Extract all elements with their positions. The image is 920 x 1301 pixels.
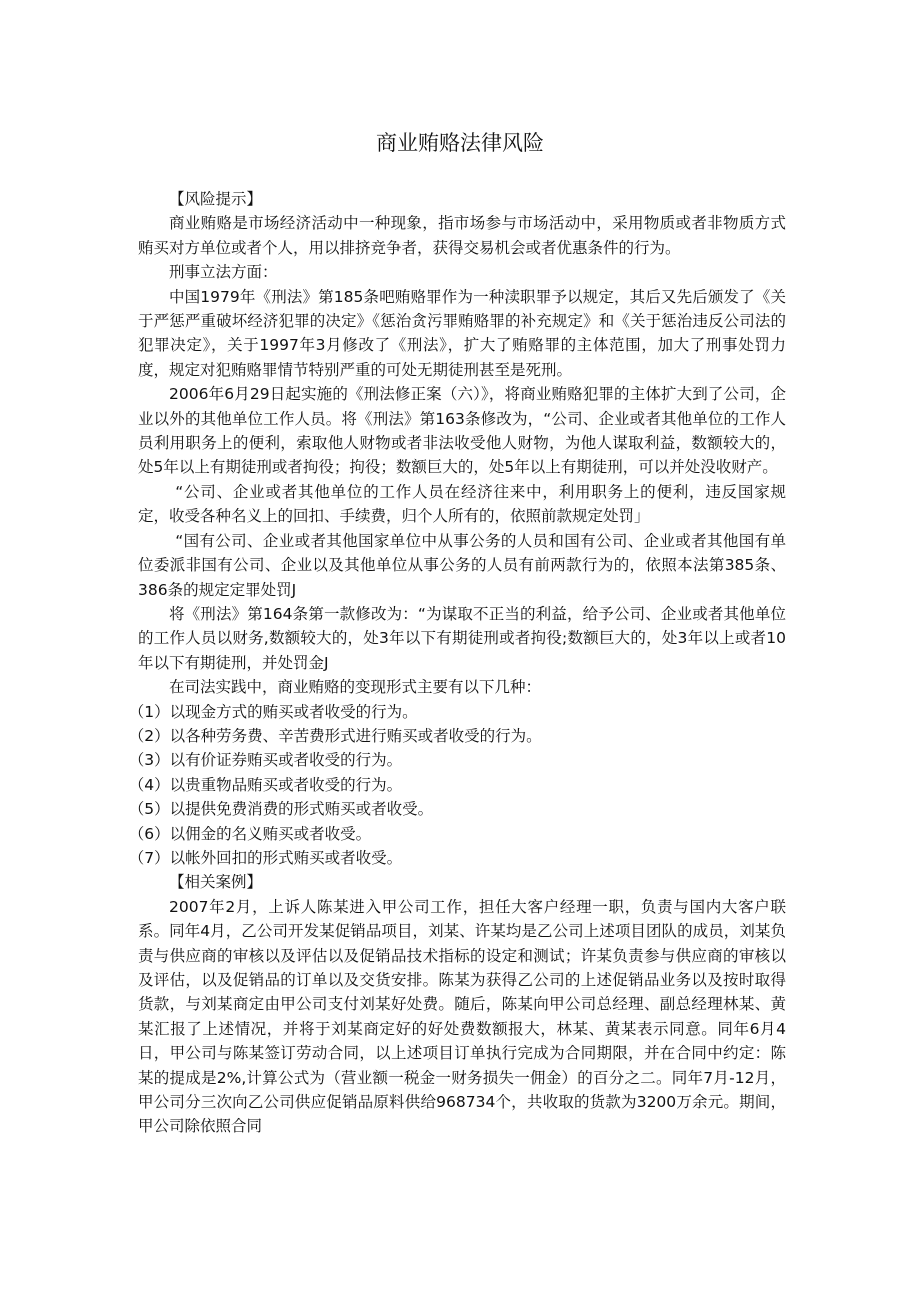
list-item: （2）以各种劳务费、辛苦费形式进行贿买或者收受的行为。: [128, 726, 542, 745]
document-body: [128, 187, 786, 1139]
list-item: （1）以现金方式的贿买或者收受的行为。: [128, 702, 418, 721]
paragraph-quote-state-owned: “国有公司、企业或者其他国家单位中从事公务的人员和国有公司、企业或者其他国有单位委派非国有公司、企业以及其他单位从事公务的人员有前两款行为的，依照本法第385条、386条的规定定罪处罚J: [138, 531, 786, 599]
paragraph-definition: 商业贿赂是市场经济活动中一种现象，指市场参与市场活动中，采用物质或者非物质方式贿买对方单位或者个人，用以排挤竞争者，获得交易机会或者优惠条件的行为。: [138, 214, 786, 257]
paragraph-criminal-legislation: 刑事立法方面：: [169, 263, 278, 282]
paragraph-judicial-practice: 在司法实践中，商业贿赂的变现形式主要有以下几种：: [169, 678, 542, 697]
section-heading-risk: 【风险提示】: [169, 190, 263, 208]
document-title: 商业贿赂法律风险: [376, 131, 544, 155]
paragraph-article-164: 将《刑法》第164条第一款修改为：“为谋取不正当的利益，给予公司、企业或者其他单位的工作人员以财务,数额较大的，处3年以下有期徒刑或者拘役;数额巨大的，处3年以上或者10年以下有期徒刑，并处罚金J: [138, 604, 786, 672]
list-item: （7）以帐外回扣的形式贿买或者收受。: [128, 848, 403, 867]
paragraph-quote-kickbacks: “公司、企业或者其他单位的工作人员在经济往来中，利用职务上的便利，违反国家规定，收受各种名义上的回扣、手续费，归个人所有的，依照前款规定处罚」: [138, 482, 786, 526]
list-item: （6）以佣金的名义贿买或者收受。: [128, 824, 372, 843]
paragraph-2006-amendment: 2006年6月29日起实施的《刑法修正案（六）》，将商业贿赂犯罪的主体扩大到了公司，企业以外的其他单位工作人员。将《刑法》第163条修改为，“公司、企业或者其他单位的工作人员利用职务上的便利，索取他人财物或者非法收受他人财物，为他人谋取利益，数额较大的，处5年以上有期徒刑或者拘役；拘役；数额巨大的，处5年以上有期徒刑，可以并处没收财产。: [138, 385, 786, 477]
list-item: （5）以提供免费消费的形式贿买或者收受。: [128, 800, 434, 819]
list-item: （3）以有价证券贿买或者收受的行为。: [128, 751, 403, 770]
paragraph-case-description: 2007年2月，上诉人陈某进入甲公司工作，担任大客户经理一职，负责与国内大客户联系。同年4月，乙公司开发某促销品项目，刘某、许某均是乙公司上述项目团队的成员，刘某负责与供应商的审核以及评估以及促销品技术指标的设定和测试；许某负责参与供应商的审核以及评估，以及促销品的订单以及交货安排。陈某为获得乙公司的上述促销品业务以及按时取得货款，与刘某商定由甲公司支付刘某好处费。随后，陈某向甲公司总经理、副总经理林某、黄某汇报了上述情况，并将于刘某商定好的好处费数额报大，林某、黄某表示同意。同年6月4日，甲公司与陈某签订劳动合同，以上述项目订单执行完成为合同期限，并在合同中约定：陈某的提成是2%,计算公式为（营业额一税金一财务损失一佣金）的百分之二。同年7月-12月，甲公司分三次向乙公司供应促销品原料供给968734个，共收取的货款为3200万余元。期间，甲公司除依照合同: [138, 897, 786, 1136]
section-heading-cases: 【相关案例】: [169, 873, 263, 892]
paragraph-1979-criminal-law: 中国1979年《刑法》第185条吧贿赂罪作为一种渎职罪予以规定，其后又先后颁发了《关于严惩严重破坏经济犯罪的决定》《惩治贪污罪贿赂罪的补充规定》和《关于惩治违反公司法的犯罪决定》，关于1997年3月修改了《刑法》，扩大了贿赂罪的主体范围，加大了刑事处罚力度，规定对犯贿赂罪情节特别严重的可处无期徒刑甚至是死刑。: [138, 287, 786, 379]
list-item: （4）以贵重物品贿买或者收受的行为。: [128, 775, 403, 794]
